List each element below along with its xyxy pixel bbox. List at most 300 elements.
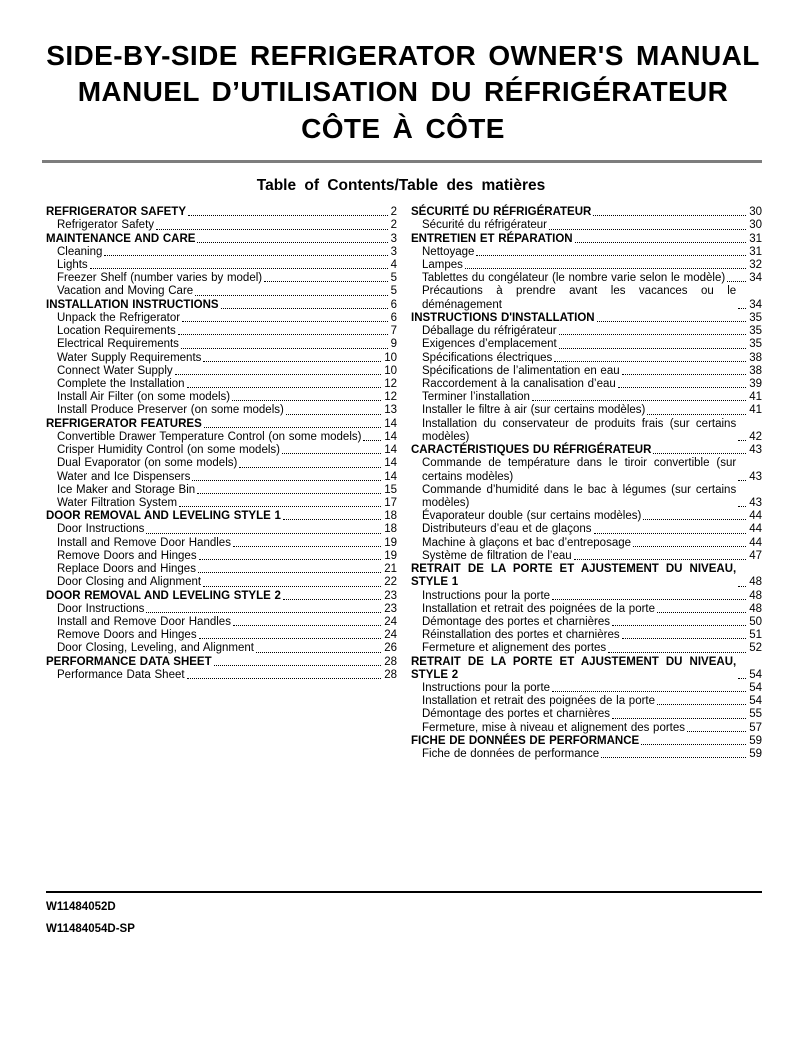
toc-entry-page: 9: [390, 338, 397, 351]
toc-entry-label: Performance Data Sheet: [57, 668, 185, 681]
toc-heading: Table of Contents/Table des matières: [256, 177, 546, 195]
toc-entry-page: 6: [390, 298, 397, 311]
dot-leader: [197, 493, 381, 494]
toc-entry: [46, 325, 397, 338]
toc-entry-page: 23: [384, 602, 397, 615]
toc-entry: [411, 708, 762, 721]
toc-entry-page: 31: [749, 245, 762, 258]
toc-entry: [411, 722, 762, 735]
toc-entry: [46, 444, 397, 457]
dot-leader: [283, 599, 381, 600]
toc-entry-label: SÉCURITÉ DU RÉFRIGÉRATEUR: [411, 206, 592, 219]
toc-entry-label: RETRAIT DE LA PORTE ET AJUSTEMENT DU NIVEAU, STYLE 2: [411, 655, 737, 681]
toc-entry-page: 4: [390, 259, 397, 272]
toc-entry: [411, 550, 762, 563]
dot-leader: [146, 533, 381, 534]
toc-entry: [46, 404, 397, 417]
dot-leader: [182, 321, 388, 322]
toc-entry-label: Installation et retrait des poignées de la porte: [422, 695, 656, 708]
toc-entry-label: Instructions pour la porte: [422, 589, 551, 602]
toc-entry-page: 12: [384, 378, 397, 391]
toc-entry-label: Tablettes du congélateur (le nombre varie selon le modèle): [422, 272, 726, 285]
toc-entry: [411, 219, 762, 232]
toc-entry: [46, 471, 397, 484]
toc-entry: [46, 338, 397, 351]
toc-entry-page: 42: [749, 430, 762, 443]
dot-leader: [187, 678, 382, 679]
dot-leader: [552, 691, 746, 692]
dot-leader: [239, 467, 381, 468]
title-block: [0, 0, 802, 147]
dot-leader: [90, 268, 388, 269]
toc-entry: [46, 669, 397, 682]
toc-entry-page: 48: [749, 602, 762, 615]
title-french: MANUEL D’UTILISATION DU RÉFRIGÉRATEUR CÔTE À CÔTE: [77, 76, 729, 144]
toc-entry-page: 51: [749, 629, 762, 642]
dot-leader: [738, 308, 746, 309]
toc-entry-page: 3: [390, 245, 397, 258]
toc-entry: [46, 576, 397, 589]
toc-section-heading: [411, 233, 762, 246]
dot-leader: [618, 387, 746, 388]
toc-entry-page: 14: [384, 470, 397, 483]
dot-leader: [363, 440, 381, 441]
dot-leader: [622, 374, 747, 375]
toc-entry-page: 44: [749, 536, 762, 549]
dot-leader: [264, 281, 387, 282]
toc-entry-page: 41: [749, 391, 762, 404]
toc-entry: [411, 523, 762, 536]
toc-entry: [46, 563, 397, 576]
toc-entry: [46, 537, 397, 550]
dot-leader: [594, 533, 747, 534]
toc-entry-label: Déballage du réfrigérateur: [422, 325, 557, 338]
toc-entry: [46, 378, 397, 391]
toc-entry-page: 35: [749, 338, 762, 351]
toc-entry-page: 12: [384, 391, 397, 404]
dot-leader: [203, 586, 381, 587]
toc-entry-label: Sécurité du réfrigérateur: [422, 219, 548, 232]
toc-entry: [46, 431, 397, 444]
toc-entry-page: 23: [384, 589, 397, 602]
toc-entry: [411, 616, 762, 629]
toc-entry: [46, 457, 397, 470]
toc-entry-page: 35: [749, 325, 762, 338]
dot-leader: [552, 599, 746, 600]
toc-entry-page: 54: [749, 682, 762, 695]
dot-leader: [156, 229, 388, 230]
toc-entry: [411, 404, 762, 417]
table-of-contents: [46, 206, 762, 761]
toc-entry-page: 17: [384, 496, 397, 509]
dot-leader: [622, 638, 747, 639]
toc-entry-label: Instructions pour la porte: [422, 682, 551, 695]
dot-leader: [181, 348, 388, 349]
toc-entry-page: 57: [749, 721, 762, 734]
toc-entry-page: 28: [384, 655, 397, 668]
toc-section-heading: [46, 590, 397, 603]
toc-entry-label: Fermeture, mise à niveau et alignement des portes: [422, 721, 686, 734]
toc-entry: [46, 272, 397, 285]
dot-leader: [283, 519, 381, 520]
toc-entry-page: 14: [384, 430, 397, 443]
toc-entry-page: 30: [749, 206, 762, 219]
dot-leader: [199, 638, 382, 639]
toc-entry: [411, 457, 762, 483]
doc-code-primary: W11484052D: [46, 901, 116, 913]
toc-entry-page: 10: [384, 364, 397, 377]
dot-leader: [643, 519, 746, 520]
toc-entry: [46, 352, 397, 365]
toc-entry: [411, 246, 762, 259]
toc-entry: [411, 338, 762, 351]
toc-entry-page: 47: [749, 549, 762, 562]
toc-entry-page: 41: [749, 404, 762, 417]
toc-section-heading: [411, 563, 762, 589]
toc-entry-page: 50: [749, 615, 762, 628]
toc-entry-page: 2: [390, 206, 397, 219]
toc-entry-page: 14: [384, 417, 397, 430]
toc-entry-label: Fermeture et alignement des portes: [422, 642, 607, 655]
toc-entry-label: Spécifications électriques: [422, 351, 553, 364]
toc-entry-page: 14: [384, 444, 397, 457]
toc-entry-label: Location Requirements: [57, 325, 176, 338]
toc-entry-label: Install Produce Preserver (on some models): [57, 404, 284, 417]
toc-section-heading: [411, 444, 762, 457]
toc-entry: [411, 590, 762, 603]
toc-entry: [411, 537, 762, 550]
toc-entry-page: 44: [749, 523, 762, 536]
toc-entry-page: 24: [384, 629, 397, 642]
dot-leader: [559, 334, 747, 335]
dot-leader: [476, 255, 746, 256]
toc-entry-page: 31: [749, 232, 762, 245]
toc-entry: [46, 642, 397, 655]
toc-entry: [46, 312, 397, 325]
toc-entry-page: 5: [390, 285, 397, 298]
toc-entry: [411, 391, 762, 404]
toc-entry-label: MAINTENANCE AND CARE: [46, 232, 196, 245]
dot-leader: [597, 321, 747, 322]
title-english: SIDE-BY-SIDE REFRIGERATOR OWNER'S MANUAL: [46, 40, 760, 71]
toc-entry-label: Distributeurs d’eau et de glaçons: [422, 523, 592, 536]
toc-entry: [411, 484, 762, 510]
toc-entry-page: 19: [384, 536, 397, 549]
toc-entry-page: 6: [390, 311, 397, 324]
toc-entry-page: 19: [384, 549, 397, 562]
toc-entry: [411, 418, 762, 444]
toc-entry-label: Démontage des portes et charnières: [422, 708, 611, 721]
dot-leader: [199, 559, 382, 560]
dot-leader: [256, 652, 381, 653]
dot-leader: [738, 480, 746, 481]
toc-entry-label: Lights: [57, 259, 88, 272]
toc-section-heading: [46, 233, 397, 246]
toc-section-heading: [411, 312, 762, 325]
toc-entry-label: Système de filtration de l’eau: [422, 549, 572, 562]
dot-leader: [601, 757, 746, 758]
toc-entry-label: Connect Water Supply: [57, 364, 173, 377]
toc-entry: [411, 695, 762, 708]
toc-entry-label: Démontage des portes et charnières: [422, 615, 611, 628]
toc-entry-label: INSTALLATION INSTRUCTIONS: [46, 298, 219, 311]
title-divider: [42, 160, 762, 163]
toc-entry-label: Install and Remove Door Handles: [57, 536, 231, 549]
toc-entry: [411, 365, 762, 378]
dot-leader: [738, 678, 746, 679]
dot-leader: [198, 572, 381, 573]
toc-entry-label: Fiche de données de performance: [422, 748, 600, 761]
toc-entry-label: Door Instructions: [57, 602, 145, 615]
toc-entry-page: 34: [749, 298, 762, 311]
toc-entry-label: Nettoyage: [422, 245, 475, 258]
toc-entry-page: 7: [390, 325, 397, 338]
toc-column-right: [411, 206, 762, 761]
dot-leader: [179, 506, 381, 507]
toc-entry-label: Door Instructions: [57, 523, 145, 536]
toc-entry-page: 48: [749, 589, 762, 602]
dot-leader: [187, 387, 382, 388]
toc-entry-page: 32: [749, 259, 762, 272]
toc-entry-label: CARACTÉRISTIQUES DU RÉFRIGÉRATEUR: [411, 444, 652, 457]
toc-entry-label: Évaporateur double (sur certains modèles): [422, 510, 642, 523]
toc-entry-page: 44: [749, 510, 762, 523]
toc-entry: [46, 616, 397, 629]
toc-entry-label: Commande d’humidité dans le bac à légumes (sur certains modèles): [422, 483, 737, 509]
toc-entry-page: 5: [390, 272, 397, 285]
dot-leader: [188, 215, 388, 216]
toc-entry-label: Electrical Requirements: [57, 338, 179, 351]
toc-entry: [46, 219, 397, 232]
toc-entry-label: Water Filtration System: [57, 496, 178, 509]
toc-entry-label: Crisper Humidity Control (on some models): [57, 444, 280, 457]
dot-leader: [192, 480, 381, 481]
dot-leader: [232, 400, 381, 401]
toc-section-heading: [46, 299, 397, 312]
toc-entry-label: Précautions à prendre avant les vacances ou le déménagement: [422, 285, 737, 311]
toc-entry-label: Door Closing and Alignment: [57, 576, 202, 589]
toc-entry: [46, 285, 397, 298]
toc-entry-page: 14: [384, 457, 397, 470]
toc-entry-label: Lampes: [422, 259, 463, 272]
dot-leader: [653, 453, 746, 454]
toc-entry-page: 52: [749, 642, 762, 655]
toc-entry: [411, 352, 762, 365]
toc-entry-label: Water and Ice Dispensers: [57, 470, 191, 483]
dot-leader: [633, 546, 746, 547]
toc-entry-page: 38: [749, 364, 762, 377]
toc-entry-label: Remove Doors and Hinges: [57, 629, 197, 642]
toc-entry-label: Raccordement à la canalisation d’eau: [422, 378, 616, 391]
toc-entry-page: 59: [749, 734, 762, 747]
dot-leader: [197, 242, 387, 243]
toc-entry-label: ENTRETIEN ET RÉPARATION: [411, 232, 573, 245]
toc-entry-page: 28: [384, 668, 397, 681]
toc-entry-page: 18: [384, 510, 397, 523]
dot-leader: [687, 731, 746, 732]
toc-entry-label: Installation et retrait des poignées de la porte: [422, 602, 656, 615]
dot-leader: [204, 427, 381, 428]
toc-entry-label: Installer le filtre à air (sur certains modèles): [422, 404, 646, 417]
dot-leader: [203, 361, 381, 362]
toc-entry-label: Terminer l’installation: [422, 391, 530, 404]
dot-leader: [738, 440, 746, 441]
toc-entry: [46, 484, 397, 497]
toc-entry-label: Complete the Installation: [57, 378, 185, 391]
dot-leader: [657, 704, 746, 705]
dot-leader: [195, 295, 387, 296]
toc-entry-label: Door Closing, Leveling, and Alignment: [57, 642, 254, 655]
dot-leader: [214, 665, 382, 666]
toc-entry-label: Cleaning: [57, 245, 103, 258]
doc-code-secondary: W11484054D-SP: [46, 923, 135, 936]
toc-section-heading: [411, 656, 762, 682]
toc-section-heading: [46, 656, 397, 669]
toc-entry-label: REFRIGERATOR FEATURES: [46, 417, 202, 430]
toc-entry-label: Exigences d’emplacement: [422, 338, 557, 351]
dot-leader: [738, 506, 746, 507]
toc-entry-label: Dual Evaporator (on some models): [57, 457, 238, 470]
dot-leader: [612, 625, 746, 626]
dot-leader: [233, 546, 381, 547]
toc-entry-page: 13: [384, 404, 397, 417]
toc-entry-page: 2: [390, 219, 397, 232]
toc-entry-page: 48: [749, 576, 762, 589]
dot-leader: [532, 400, 746, 401]
footer: [46, 891, 762, 937]
toc-entry-label: Freezer Shelf (number varies by model): [57, 272, 263, 285]
toc-entry-label: Installation du conservateur de produits frais (sur certains modèles): [422, 417, 737, 443]
toc-entry: [46, 259, 397, 272]
dot-leader: [612, 718, 746, 719]
toc-entry-page: 22: [384, 576, 397, 589]
dot-leader: [593, 215, 746, 216]
toc-entry-page: 43: [749, 470, 762, 483]
toc-entry-page: 3: [390, 232, 397, 245]
toc-entry-label: Réinstallation des portes et charnières: [422, 629, 620, 642]
toc-entry: [411, 285, 762, 311]
dot-leader: [554, 361, 746, 362]
toc-entry-page: 43: [749, 496, 762, 509]
toc-entry: [46, 629, 397, 642]
toc-entry-label: RETRAIT DE LA PORTE ET AJUSTEMENT DU NIVEAU, STYLE 1: [411, 563, 737, 589]
dot-leader: [233, 625, 381, 626]
dot-leader: [549, 229, 746, 230]
toc-entry-label: Install and Remove Door Handles: [57, 615, 231, 628]
toc-entry-label: Install Air Filter (on some models): [57, 391, 231, 404]
toc-entry-label: Refrigerator Safety: [57, 219, 155, 232]
dot-leader: [282, 453, 381, 454]
toc-entry-page: 55: [749, 708, 762, 721]
toc-entry: [411, 642, 762, 655]
toc-entry-label: DOOR REMOVAL AND LEVELING STYLE 2: [46, 589, 281, 602]
toc-section-heading: [46, 206, 397, 219]
toc-entry: [411, 629, 762, 642]
toc-entry-page: 38: [749, 351, 762, 364]
toc-entry-label: PERFORMANCE DATA SHEET: [46, 655, 212, 668]
toc-entry-page: 10: [384, 351, 397, 364]
toc-entry-page: 39: [749, 378, 762, 391]
toc-section-heading: [411, 206, 762, 219]
toc-entry: [411, 510, 762, 523]
toc-entry-page: 35: [749, 311, 762, 324]
toc-section-heading: [46, 510, 397, 523]
toc-entry-page: 43: [749, 444, 762, 457]
toc-entry-label: Machine à glaçons et bac d’entreposage: [422, 536, 632, 549]
toc-entry: [46, 603, 397, 616]
dot-leader: [104, 255, 387, 256]
dot-leader: [574, 559, 747, 560]
dot-leader: [178, 334, 388, 335]
toc-entry-page: 18: [384, 523, 397, 536]
toc-entry: [46, 365, 397, 378]
toc-entry-label: REFRIGERATOR SAFETY: [46, 206, 186, 219]
toc-entry: [46, 550, 397, 563]
toc-entry-label: Convertible Drawer Temperature Control (on some models): [57, 430, 362, 443]
toc-entry-page: 59: [749, 748, 762, 761]
toc-entry: [411, 272, 762, 285]
toc-entry: [411, 603, 762, 616]
dot-leader: [175, 374, 382, 375]
toc-column-left: [46, 206, 397, 761]
dot-leader: [608, 652, 746, 653]
toc-entry-label: DOOR REMOVAL AND LEVELING STYLE 1: [46, 510, 281, 523]
toc-entry: [46, 523, 397, 536]
dot-leader: [221, 308, 388, 309]
dot-leader: [465, 268, 746, 269]
dot-leader: [727, 281, 746, 282]
toc-entry: [411, 682, 762, 695]
toc-entry-label: Remove Doors and Hinges: [57, 549, 197, 562]
toc-section-heading: [46, 418, 397, 431]
toc-entry: [411, 748, 762, 761]
toc-entry-label: Unpack the Refrigerator: [57, 311, 181, 324]
toc-entry-label: Water Supply Requirements: [57, 351, 202, 364]
toc-entry: [411, 259, 762, 272]
toc-entry-label: Vacation and Moving Care: [57, 285, 194, 298]
toc-entry-page: 24: [384, 615, 397, 628]
toc-entry-label: Ice Maker and Storage Bin: [57, 483, 196, 496]
toc-entry-page: 54: [749, 695, 762, 708]
dot-leader: [647, 414, 746, 415]
toc-entry-label: Spécifications de l’alimentation en eau: [422, 364, 620, 377]
toc-entry-page: 30: [749, 219, 762, 232]
toc-entry-page: 21: [384, 563, 397, 576]
dot-leader: [657, 612, 746, 613]
toc-section-heading: [411, 735, 762, 748]
toc-entry: [46, 246, 397, 259]
dot-leader: [575, 242, 747, 243]
toc-entry: [411, 378, 762, 391]
dot-leader: [146, 612, 381, 613]
footer-divider: [46, 891, 762, 893]
toc-entry-label: Replace Doors and Hinges: [57, 563, 196, 576]
toc-entry-page: 26: [384, 642, 397, 655]
dot-leader: [641, 744, 746, 745]
toc-entry-label: FICHE DE DONNÉES DE PERFORMANCE: [411, 734, 640, 747]
dot-leader: [286, 414, 381, 415]
toc-entry-label: INSTRUCTIONS D'INSTALLATION: [411, 311, 595, 324]
toc-entry-label: Commande de température dans le tiroir convertible (sur certains modèles): [422, 457, 737, 483]
toc-entry-page: 15: [384, 483, 397, 496]
toc-entry-page: 34: [749, 272, 762, 285]
toc-entry-page: 54: [749, 668, 762, 681]
toc-entry: [46, 391, 397, 404]
dot-leader: [559, 348, 746, 349]
dot-leader: [738, 586, 746, 587]
toc-entry: [46, 497, 397, 510]
toc-entry: [411, 325, 762, 338]
